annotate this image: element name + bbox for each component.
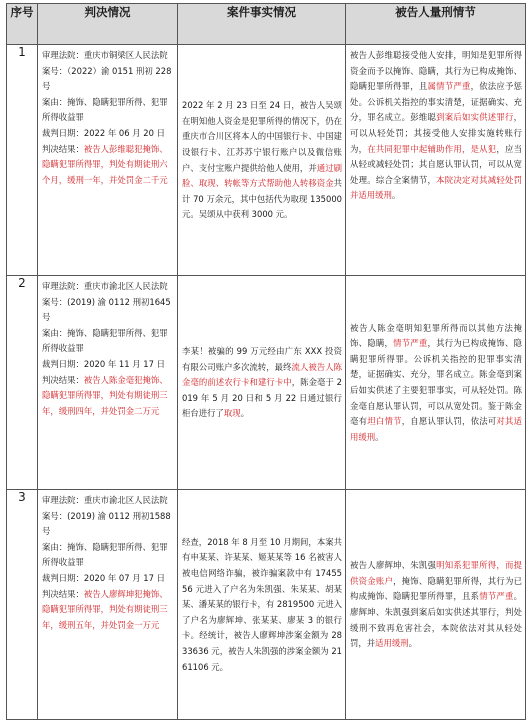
facts-cell — [178, 45, 346, 276]
judgment-date: 裁判日期：2022 年 06 月 20 日 — [42, 127, 165, 138]
text-segment: 共计 70 万余元，其中包括代为取现 135000 元。吴颂从中获利 3000 元。 — [182, 178, 342, 220]
header-sentencing: 被告人量刑情节 — [346, 4, 526, 45]
header-verdict: 判决情况 — [38, 4, 178, 45]
facts-cell — [178, 490, 346, 720]
header-row — [7, 4, 526, 45]
verdict-cell — [38, 45, 178, 276]
highlighted-text: 情节严重 — [479, 591, 514, 602]
text-segment: ，应当从轻或减轻处罚；其自愿认罪认罚，可以从宽处理。综合全案情节， — [350, 143, 523, 185]
judgment-result: 被告人陈金毫犯掩饰、隐瞒犯罪所得罪，判处有期徒刑三年，缓刑四年，并处罚金二万元 — [42, 374, 168, 416]
sentencing-cell — [346, 490, 526, 720]
row-index: 3 — [7, 490, 38, 720]
header-facts: 案件事实情况 — [178, 4, 346, 45]
text-segment: 。 — [391, 190, 401, 201]
text-segment: 。廖辉坤、朱凯强到案后如实供述其罪行，判处缓刑不致再危害社会，本院依法对其从轻处罚，并 — [350, 591, 523, 649]
charge: 案由：掩饰、隐瞒犯罪所得、犯罪所得收益罪 — [42, 327, 168, 354]
verdict-cell — [38, 490, 178, 720]
highlighted-text: 坦白情节 — [367, 416, 402, 427]
highlighted-text: 明知系犯罪所得，而提供资金账户 — [350, 560, 523, 586]
table-row — [7, 276, 526, 490]
text-segment: 被告人陈金毫明知犯罪所得而以其他方法掩饰、隐瞒， — [350, 322, 522, 349]
result-label: 判决结果： — [42, 143, 84, 154]
verdict-cell — [38, 276, 178, 490]
result-label: 判决结果： — [42, 374, 84, 385]
text-segment: ，掩饰、隐瞒犯罪所得，其行为已构成掩饰、隐瞒犯罪所得罪，且系 — [350, 575, 523, 602]
highlighted-text: 对其适用缓刑 — [350, 416, 523, 442]
text-segment: 李某！被骗的 99 万元经由广东 XXX 投资有限公司账户多次流转，最终 — [182, 346, 342, 372]
row-index: 1 — [7, 45, 38, 276]
row-index: 2 — [7, 276, 38, 490]
court: 审理法院：重庆市渝北区人民法院 — [42, 495, 168, 505]
highlighted-text: 通过刷脸、取现、转帐等方式帮助他人转移资金 — [182, 162, 343, 189]
text-segment: ，陈金毫于 2019 年 5 月 20 日和 5 月 22 日通过银行柜台进行了 — [182, 377, 342, 419]
text-segment: ，依法应予惩处。公诉机关指控的事实清楚，证据确实、充分，罪名成立。彭维聪 — [350, 81, 523, 123]
court: 审理法院：重庆市铜梁区人民法院 — [42, 50, 168, 60]
table-row — [7, 45, 526, 276]
highlighted-text: 适用缓刑 — [375, 638, 409, 649]
highlighted-text: 在共同犯罪中起辅助作用，是从犯 — [367, 143, 497, 154]
facts-cell — [178, 276, 346, 490]
highlighted-text: 情节严重 — [393, 338, 428, 349]
charge: 案由：掩饰、隐瞒犯罪所得、犯罪所得收益罪 — [42, 96, 168, 123]
highlighted-text: 本院决定对其减轻处罚并适用缓刑 — [350, 174, 523, 201]
text-segment: 2022 年 2 月 23 日至 24 日，被告人吴颂在明知他人资金是犯罪所得的情况下，仍在重庆市合川区将本人的中国银行卡、中国建设银行卡、江苏苏宁银行账户以及微信账户、支付宝账户提供给他人使用，并 — [182, 100, 342, 173]
text-segment: 被告人彭维聪接受他人安排，明知是犯罪所得资金而予以掩饰、隐瞒，其行为已构成掩饰、隐瞒犯罪所得罪，且 — [350, 50, 522, 92]
result-label: 判决结果： — [42, 588, 84, 599]
text-segment: 。 — [408, 638, 417, 649]
text-segment: ，其行为已构成掩饰、隐瞒犯罪所得罪。公诉机关指控的犯罪事实清楚，证据确实、充分，罪名成立。陈金毫到案后如实供述了主要犯罪事实，可从轻处罚。陈金毫自愿认罪认罚，可以从宽处罚。鉴于陈金毫有 — [350, 338, 523, 427]
charge: 案由：掩饰、隐瞒犯罪所得、犯罪所得收益罪 — [42, 541, 168, 568]
header-index: 序号 — [7, 4, 38, 45]
text-segment: 被告人廖辉坤、朱凯强 — [350, 560, 437, 571]
highlighted-text: 到案后如实供述罪行 — [436, 112, 514, 123]
court: 审理法院：重庆市渝北区人民法院 — [42, 281, 168, 291]
sentencing-cell — [346, 45, 526, 276]
highlighted-text: 取现 — [223, 408, 241, 419]
judgment-result: 被告人彭维聪犯掩饰、隐瞒犯罪所得罪，判处有期徒刑六个月，缓刑一年，并处罚金二千元 — [42, 143, 168, 185]
case-number: 案号：(2019) 渝 0112 刑初1588号 — [42, 510, 171, 537]
text-segment: 经查，2018 年 8 月至 10 月期间，本案共有申某某、许某某、姬某某等 16 名被害人被电信网络诈骗，被诈骗案款中有 1745556 元进入了户名为朱凯强、朱某某、胡某某、潘某某的银行卡，有 2819500 元进入了户名为廖辉坤、张某某、廖某 3 的银行卡。经统计，被告人廖辉坤涉案金额为 2833636 元，被告人朱凯强的涉案金额为 2161106 元。 — [182, 536, 342, 672]
case-number: 案号：（2022）渝 0151 刑初 228 号 — [42, 65, 172, 92]
judgment-date: 裁判日期：2020 年 07 月 17 日 — [42, 572, 165, 583]
judgment-result: 被告人廖辉坤犯掩饰、隐瞒犯罪所得罪，判处有期徒刑三年，缓刑五年，并处罚金一万元 — [42, 588, 168, 630]
case-number: 案号：(2019) 渝 0112 刑初1645号 — [42, 296, 171, 323]
highlighted-text: 流人被告人陈金毫的前述农行卡和建行卡中 — [182, 361, 343, 388]
text-segment: 。 — [375, 431, 384, 442]
table-row — [7, 490, 526, 720]
highlighted-text: 属情节严重 — [427, 81, 471, 92]
text-segment: 。 — [240, 408, 249, 419]
sentencing-cell — [346, 276, 526, 490]
text-segment: ，可以从轻处罚；其接受他人安排实施转账行为， — [350, 112, 523, 154]
text-segment: ，自愿认罪认罚，依法可 — [401, 416, 497, 427]
cases-table — [6, 3, 526, 720]
judgment-date: 裁判日期：2020 年 11 月 17 日 — [42, 358, 165, 369]
